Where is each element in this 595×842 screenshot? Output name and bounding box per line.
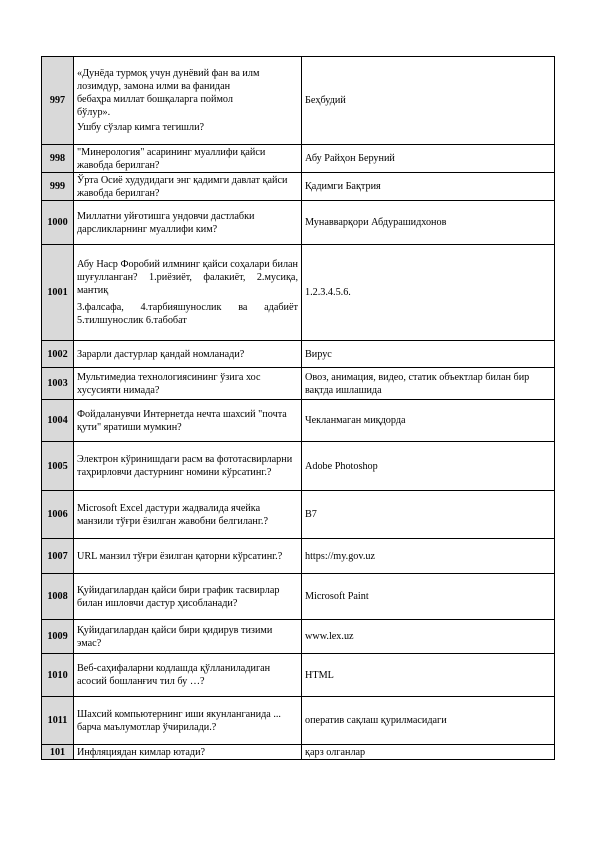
answer-cell: Мунавварқори Абдурашидхонов	[302, 201, 555, 245]
answer-cell: Абу Райҳон Беруний	[302, 145, 555, 173]
question-cell: Зарарли дастурлар қандай номланади?	[74, 341, 302, 368]
question-cell: Шахсий компьютернинг иши якунланганида ... барча маълумотлар ўчирилади.?	[74, 697, 302, 745]
table-row	[42, 368, 555, 400]
question-line: «Дунёда турмоқ учун дунёвий фан ва илм	[77, 68, 260, 79]
answer-cell: Овоз, анимация, видео, статик объектлар билан бир вақтда ишлашида	[302, 368, 555, 400]
table-row	[42, 539, 555, 574]
table-row	[42, 245, 555, 341]
answer-cell: Microsoft Paint	[302, 574, 555, 620]
url-link[interactable]: https://my.gov.uz	[302, 539, 555, 574]
table-row	[42, 400, 555, 442]
row-number: 1009	[42, 620, 74, 654]
row-number: 1001	[42, 245, 74, 341]
table-row	[42, 745, 555, 760]
row-number: 997	[42, 57, 74, 145]
answer-cell: Қадимги Бақтрия	[302, 173, 555, 201]
row-number: 1011	[42, 697, 74, 745]
table-row	[42, 173, 555, 201]
table-row	[42, 491, 555, 539]
answer-cell: Чекланмаган миқдорда	[302, 400, 555, 442]
row-number: 998	[42, 145, 74, 173]
answer-cell: Вирус	[302, 341, 555, 368]
row-number: 1002	[42, 341, 74, 368]
row-number: 999	[42, 173, 74, 201]
table-row	[42, 57, 555, 145]
question-line: бебаҳра миллат бошқаларга поймол	[77, 94, 233, 105]
question-line: лозимдур, замона илми ва фанидан	[77, 81, 231, 92]
table-row	[42, 620, 555, 654]
table-row	[42, 442, 555, 491]
question-cell: Ўрта Осиё худудидаги энг қадимги давлат қайси жавобда берилган?	[74, 173, 302, 201]
questions-table	[41, 56, 555, 760]
row-number: 1004	[42, 400, 74, 442]
answer-cell: Adobe Photoshop	[302, 442, 555, 491]
answer-cell: HTML	[302, 654, 555, 697]
question-cell: URL манзил тўғри ёзилган қаторни кўрсатинг.?	[74, 539, 302, 574]
question-cell: Microsoft Excel дастури жадвалида ячейка манзили тўғри ёзилган жавобни белгиланг.?	[74, 491, 302, 539]
question-cell: Миллатни уйғотишга ундовчи дастлабки дарсликларнинг муаллифи ким?	[74, 201, 302, 245]
question-cell: Қуйидагилардан қайси бири график тасвирлар билан ишловчи дастур ҳисобланади?	[74, 574, 302, 620]
row-number: 1010	[42, 654, 74, 697]
answer-cell: қарз олганлар	[302, 745, 555, 760]
row-number: 101	[42, 745, 74, 760]
answer-cell: B7	[302, 491, 555, 539]
question-cell	[74, 245, 302, 341]
table-row	[42, 145, 555, 173]
question-cell: Мультимедиа технологиясининг ўзига хос хусусияти нимада?	[74, 368, 302, 400]
question-cell: Фойдаланувчи Интернетда нечта шахсий "почта қути" яратиши мумкин?	[74, 400, 302, 442]
question-cell: Қуйидагилардан қайси бири қидирув тизими эмас?	[74, 620, 302, 654]
question-line: Ушбу сўзлар кимга тегишли?	[77, 122, 205, 133]
table-row	[42, 201, 555, 245]
question-paragraph: 3.фалсафа, 4.тарбияшунослик ва адабиёт 5.тилшунослик 6.табобат	[77, 302, 298, 326]
row-number: 1008	[42, 574, 74, 620]
answer-cell: оператив сақлаш қурилмасидаги	[302, 697, 555, 745]
table-row	[42, 697, 555, 745]
row-number: 1003	[42, 368, 74, 400]
answer-cell: Беҳбудий	[302, 57, 555, 145]
question-cell: Инфляциядан кимлар ютади?	[74, 745, 302, 760]
table-row	[42, 574, 555, 620]
question-cell: Электрон кўринишдаги расм ва фототасвирларни таҳрирловчи дастурнинг номини кўрсатинг.?	[74, 442, 302, 491]
row-number: 1006	[42, 491, 74, 539]
row-number: 1000	[42, 201, 74, 245]
question-cell: Веб-саҳифаларни кодлашда қўлланиладиган асосий бошланғич тил бу …?	[74, 654, 302, 697]
row-number: 1005	[42, 442, 74, 491]
row-number: 1007	[42, 539, 74, 574]
question-cell: "Минерология" асарининг муаллифи қайси жавобда берилган?	[74, 145, 302, 173]
question-line: бўлур».	[77, 107, 111, 118]
table-row	[42, 654, 555, 697]
url-link[interactable]: www.lex.uz	[302, 620, 555, 654]
table-row	[42, 341, 555, 368]
answer-cell: 1.2.3.4.5.6.	[302, 245, 555, 341]
question-paragraph: Абу Наср Форобий илмнинг қайси соҳалари билан шуғулланган? 1.риёзиёт, фалакиёт, 2.мусиқа, мантиқ	[77, 259, 298, 296]
question-cell	[74, 57, 302, 145]
